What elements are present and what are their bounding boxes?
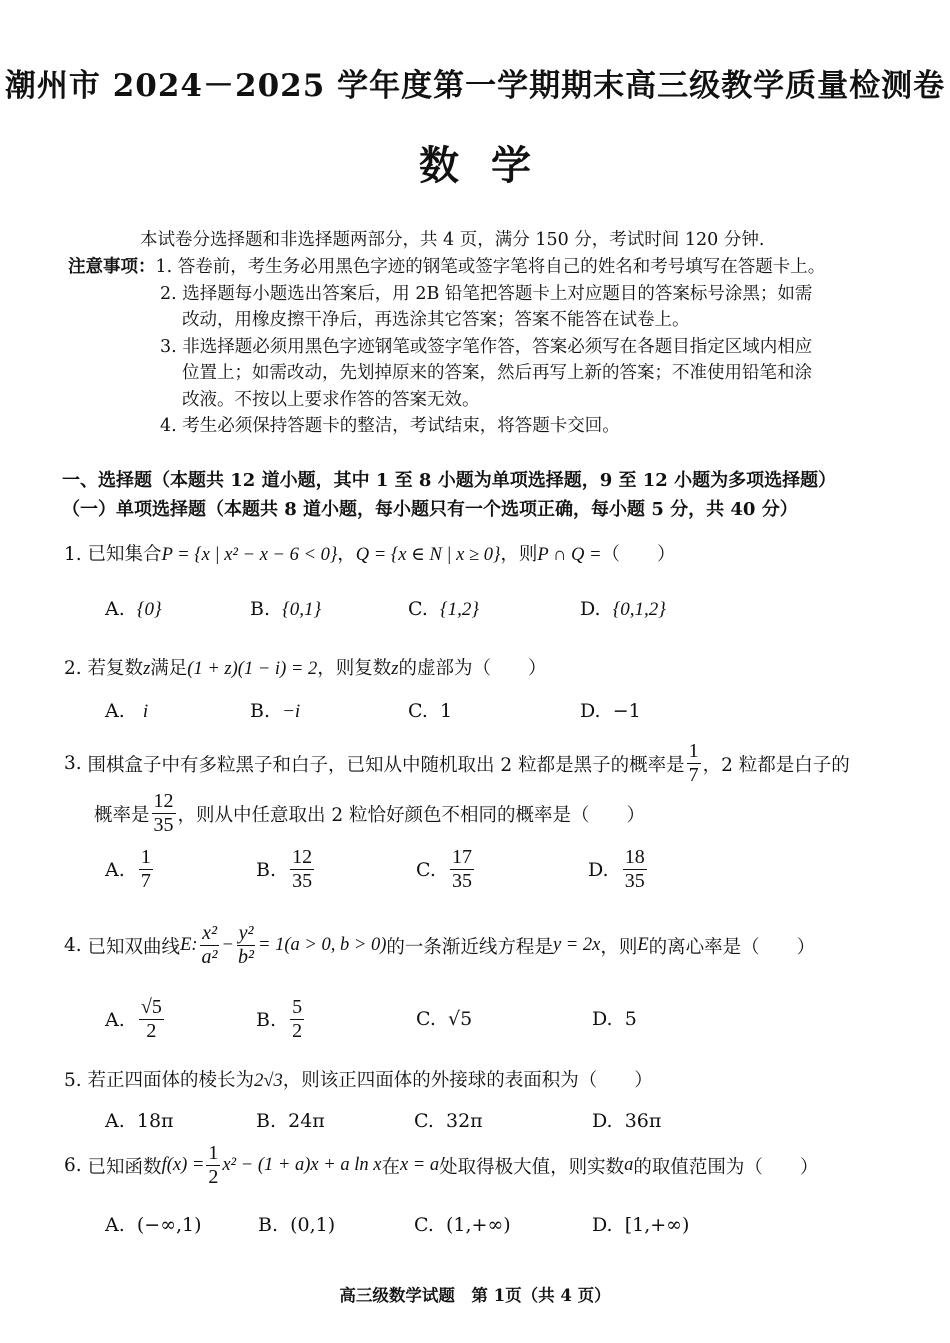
question-number: 6.: [64, 1155, 82, 1176]
note-2b: 改动，用橡皮擦干净后，再选涂其它答案；答案不能答在试卷上。: [182, 310, 690, 330]
q6-option-b: B. (0,1): [258, 1214, 336, 1236]
question-4: 4. 已知双曲线 E: $\frac{\text{x²}}{\text{a²}}$ − $\frac{\text{y²}}{\text{b²}}$ = 1(a > 0, b > 0) 的一条渐近线方程是 y = 2x ，则 E 的离心率是（ ）: [64, 922, 816, 968]
question-number: 4.: [64, 935, 82, 956]
subject-title: 数学: [419, 142, 563, 189]
fraction: $\frac{\text{x²}}{\text{a²}}$: [201, 922, 218, 968]
q2-option-a: A. i: [105, 700, 149, 722]
q3-option-d: D. $\frac{18}{35}$: [588, 846, 645, 892]
q2-option-c: C. 1: [408, 700, 453, 722]
q1-option-c: C. {1,2}: [408, 598, 479, 620]
q5-option-b: B. 24π: [256, 1110, 325, 1132]
fraction: $\frac{12}{35}$: [153, 790, 174, 836]
q5-option-d: D. 36π: [592, 1110, 662, 1132]
q3-option-a: A. $\frac{1}{7}$: [105, 846, 151, 892]
q6-option-d: D. [1,+∞): [592, 1214, 690, 1236]
q5-option-c: C. 32π: [414, 1110, 483, 1132]
q1-option-d: D. {0,1,2}: [580, 598, 666, 620]
q6-option-c: C. (1,+∞): [414, 1214, 511, 1236]
intro-text: 本试卷分选择题和非选择题两部分，共 4 页，满分 150 分，考试时间 120 分钟.: [140, 230, 765, 250]
fraction: $\frac{1}{2}$: [208, 1142, 219, 1188]
note-3b: 位置上；如需改动，先划掉原来的答案，然后再写上新的答案；不准使用铅笔和涂: [182, 363, 812, 383]
question-6: 6. 已知函数 f(x) = $\frac{1}{2}$ x² − (1 + a)x + a ln x 在 x = a 处取得极大值，则实数 a 的取值范围为（ ）: [64, 1142, 819, 1188]
fraction: $\frac{1}{7}$: [688, 740, 699, 786]
q4-option-a: A. $\frac{√5}{2}$: [105, 996, 162, 1042]
question-number: 2.: [64, 658, 82, 679]
q4-option-b: B. $\frac{5}{2}$: [256, 996, 303, 1042]
note-3c: 改液。不按以上要求作答的答案无效。: [182, 390, 480, 410]
q6-option-a: A. (−∞,1): [105, 1214, 202, 1236]
page-footer: 高三级数学试题 第 1页（共 4 页）: [339, 1286, 611, 1305]
question-number: 3.: [64, 753, 82, 774]
notes-line-1: [68, 253, 825, 278]
question-number: 1.: [64, 544, 82, 565]
q2-option-d: D. −1: [580, 700, 641, 722]
q1-option-a: A. {0}: [105, 598, 162, 620]
note-1: 1. 答卷前，考生务必用黑色字迹的钢笔或签字笔将自己的姓名和考号填写在答题卡上。: [155, 257, 826, 277]
notes-label: 注意事项：: [68, 257, 156, 277]
subsection-heading: （一）单项选择题（本题共 8 道小题，每小题只有一个选项正确，每小题 5 分，共 40 分）: [62, 499, 798, 520]
note-4: 4. 考生必须保持答题卡的整洁，考试结束，将答题卡交回。: [160, 416, 620, 436]
question-3: 3. 围棋盒子中有多粒黑子和白子，已知从中随机取出 2 粒都是黑子的概率是 $\frac{1}{7}$ ，2 粒都是白子的: [64, 740, 850, 786]
q4-option-c: C. √5: [416, 1008, 473, 1030]
question-5: 5. 若正四面体的棱长为2√3，则该正四面体的外接球的表面积为（ ）: [64, 1070, 653, 1091]
question-number: 5.: [64, 1070, 82, 1091]
q2-option-b: B. −i: [250, 700, 301, 722]
q4-option-d: D. 5: [592, 1008, 637, 1030]
q3-option-b: B. $\frac{12}{35}$: [256, 846, 313, 892]
q3-option-c: C. $\frac{17}{35}$: [416, 846, 472, 892]
section-heading: 一、选择题（本题共 12 道小题，其中 1 至 8 小题为单项选择题，9 至 12 小题为多项选择题）: [62, 470, 837, 491]
fraction: $\frac{\text{y²}}{\text{b²}}$: [238, 922, 255, 968]
note-3a: 3. 非选择题必须用黑色字迹钢笔或签字笔作答，答案必须写在各题目指定区域内相应: [160, 337, 813, 357]
exam-title: 潮州市 2024－2025 学年度第一学期期末高三级教学质量检测卷: [4, 68, 946, 104]
question-1: 1. 已知集合P = {x | x² − x − 6 < 0}，Q = {x ∈ N | x ≥ 0}，则P ∩ Q =（ ）: [64, 544, 676, 565]
q1-option-b: B. {0,1}: [250, 598, 322, 620]
note-2a: 2. 选择题每小题选出答案后，用 2B 铅笔把答题卡上对应题目的答案标号涂黑；如需: [160, 284, 813, 304]
q5-option-a: A. 18π: [105, 1110, 174, 1132]
question-2: 2. 若复数z满足(1 + z)(1 − i) = 2，则复数z的虚部为（ ）: [64, 658, 547, 679]
question-3-cont: 概率是 $\frac{12}{35}$ ，则从中任意取出 2 粒恰好颜色不相同的概率是（ ）: [94, 790, 646, 836]
